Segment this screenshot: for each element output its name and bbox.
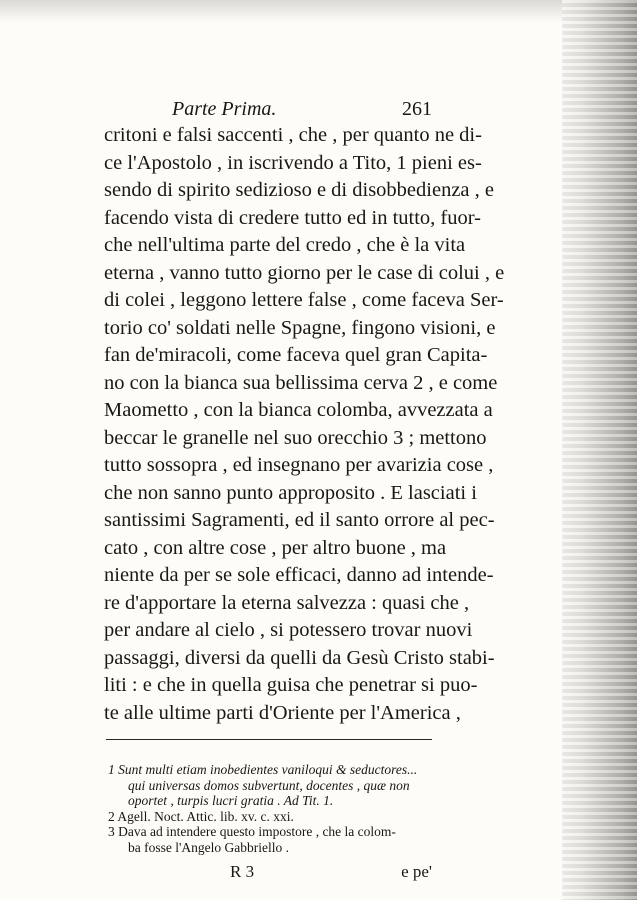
text-line: torio co' soldati nelle Spagne, fingono visioni, e — [104, 316, 496, 339]
text-line: no con la bianca sua bellissima cerva 2 , e come — [104, 371, 498, 394]
footnote-rule — [106, 739, 432, 740]
footnote-line: 3 Dava ad intendere questo impostore , che la colom- — [108, 824, 396, 839]
page-footer — [106, 862, 432, 884]
signature-mark: R 3 — [230, 862, 255, 881]
text-line: che non sanno punto approposito . E lasciati i — [104, 481, 477, 504]
text-line: che nell'ultima parte del credo , che è la vita — [104, 234, 466, 256]
text-line: tutto sossopra , ed insegnano per avarizia cose , — [104, 454, 494, 476]
catchword: e pe' — [401, 862, 432, 881]
text-line: niente da per se sole efficaci, danno ad intende- — [104, 564, 494, 586]
text-line: liti : e che in quella guisa che penetrar si puo- — [104, 674, 478, 696]
text-line: fan de'miracoli, come faceva quel gran Capita- — [104, 344, 488, 366]
text-line: sendo di spirito sedizioso e di disobbedienza , e — [104, 179, 494, 201]
footnotes — [108, 762, 433, 855]
text-line: passaggi, diversi da quelli da Gesù Cristo stabi- — [104, 646, 495, 669]
footnote-line: oportet , turpis lucri gratia . Ad Tit. 1. — [128, 793, 334, 808]
footnote-line: 1 Sunt multi etiam inobedientes vaniloqui & seductores... — [108, 762, 418, 777]
text-line: facendo vista di credere tutto ed in tutto, fuor- — [104, 206, 481, 229]
text-line: di colei , leggono lettere false , come faceva Ser- — [104, 289, 504, 311]
text-line: re d'apportare la eterna salvezza : quasi che , — [104, 591, 470, 614]
page-number: 261 — [402, 98, 432, 120]
footnote-line: ba fosse l'Angelo Gabbriello . — [128, 839, 290, 855]
running-head — [172, 98, 432, 124]
text-line: santissimi Sagramenti, ed il santo orrore al pec- — [104, 509, 495, 531]
text-line: eterna , vanno tutto giorno per le case di colui , e — [104, 261, 505, 284]
page-edge-shadow — [562, 0, 637, 900]
footnote-line: 2 Agell. Noct. Attic. lib. xv. c. xxi. — [108, 808, 294, 824]
scan-shadow-top — [0, 0, 637, 22]
text-line: cato , con altre cose , per altro buone , ma — [104, 536, 447, 559]
body-text — [104, 122, 505, 727]
footnote-line: qui universas domos subvertunt, docentes , quæ non — [128, 777, 410, 793]
text-line: critoni e falsi saccenti , che , per quanto ne di- — [104, 124, 482, 146]
text-line: per andare al cielo , si potessero trovar nuovi — [104, 619, 473, 641]
text-line: Maometto , con la bianca colomba, avvezzata a — [104, 399, 493, 421]
running-title: Parte Prima. — [172, 98, 277, 120]
text-line: ce l'Apostolo , in iscrivendo a Tito, 1 pieni es- — [104, 151, 482, 174]
text-line: te alle ultime parti d'Oriente per l'America , — [104, 701, 461, 724]
text-line: beccar le granelle nel suo orecchio 3 ; mettono — [104, 426, 487, 449]
